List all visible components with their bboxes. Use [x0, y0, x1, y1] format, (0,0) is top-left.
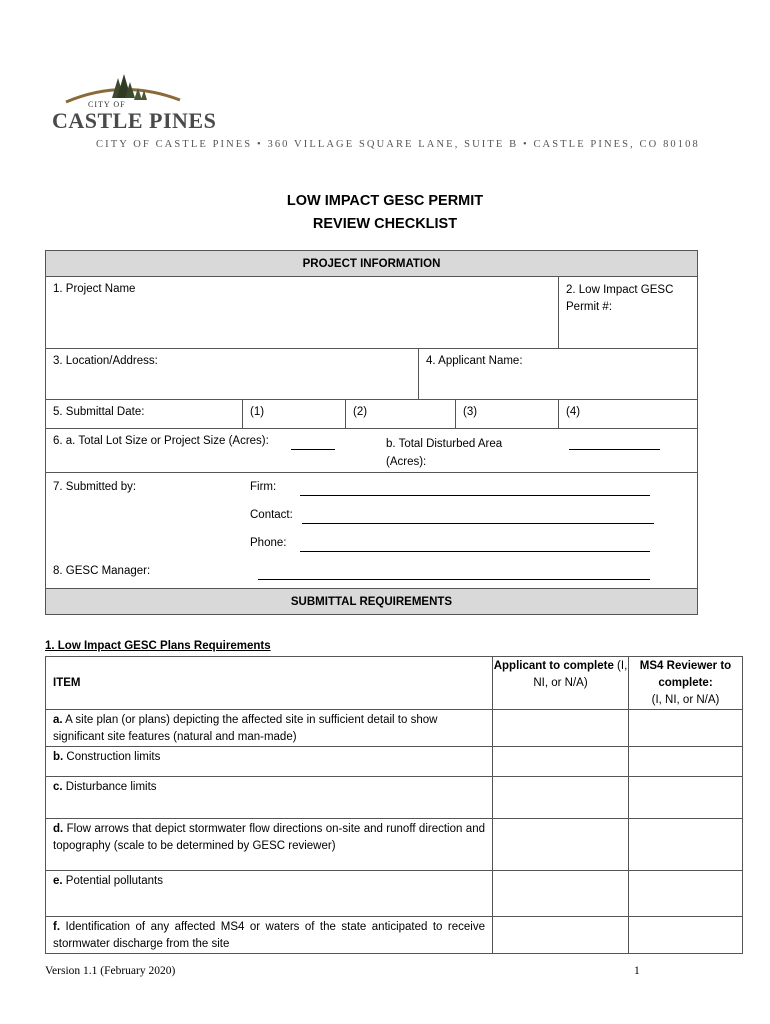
lot-size-label: 6. a. Total Lot Size or Project Size (Acres): — [53, 435, 269, 447]
project-info-header: PROJECT INFORMATION — [46, 251, 698, 277]
row-a-reviewer-cell[interactable] — [629, 710, 743, 747]
submitted-by-label: 7. Submitted by: — [53, 481, 137, 493]
col-applicant-rest: (I, NI, or N/A) — [533, 660, 628, 689]
page-title-line2: REVIEW CHECKLIST — [312, 216, 458, 232]
row-e-letter: e. — [53, 875, 63, 887]
location-label: 3. Location/Address: — [53, 355, 158, 367]
row-c-letter: c. — [53, 781, 63, 793]
table-row-item-b — [46, 747, 493, 777]
col-applicant-bold: Applicant to complete — [493, 660, 614, 672]
location-field[interactable] — [46, 349, 419, 400]
row-e-reviewer-cell[interactable] — [629, 871, 743, 917]
contact-input[interactable] — [302, 511, 654, 524]
col-reviewer-rest: (I, NI, or N/A) — [651, 694, 720, 706]
contacts-block — [46, 473, 698, 589]
row-f-text: Identification of any affected MS4 or waters of the state anticipated to receive stormwater discharge from the site — [53, 921, 485, 950]
disturbed-area-input[interactable] — [569, 437, 660, 450]
project-info-table — [45, 250, 698, 615]
requirements-table — [45, 656, 743, 954]
contact-label: Contact: — [250, 509, 293, 521]
col-reviewer-header — [629, 657, 743, 710]
address-line: CITY OF CASTLE PINES • 360 VILLAGE SQUARE LANE, SUITE B • CASTLE PINES, CO 80108 — [96, 139, 700, 150]
applicant-name-label: 4. Applicant Name: — [426, 355, 523, 367]
page-number: 1 — [634, 965, 640, 977]
project-name-label: 1. Project Name — [53, 283, 136, 295]
phone-label: Phone: — [250, 537, 287, 549]
row-b-applicant-cell[interactable] — [493, 747, 629, 777]
col-reviewer-bold: MS4 Reviewer to complete: — [639, 660, 732, 689]
row-d-letter: d. — [53, 823, 64, 835]
page-title-line1: LOW IMPACT GESC PERMIT — [286, 193, 484, 209]
row-f-letter: f. — [53, 921, 61, 933]
submittal-requirements-header: SUBMITTAL REQUIREMENTS — [46, 589, 698, 615]
row-c-text: Disturbance limits — [62, 781, 157, 793]
row-c-reviewer-cell[interactable] — [629, 777, 743, 819]
project-name-field[interactable] — [46, 277, 559, 349]
logo-small-text: CITY OF — [88, 100, 126, 109]
firm-label: Firm: — [250, 481, 277, 493]
row-b-letter: b. — [53, 751, 64, 763]
col-item-header: ITEM — [46, 657, 493, 710]
submittal-date-label: 5. Submittal Date: — [46, 400, 243, 429]
table-row-item-c — [46, 777, 493, 819]
table-row-item-a — [46, 710, 493, 747]
logo-name: CASTLE PINES — [52, 108, 217, 133]
section-1-heading: 1. Low Impact GESC Plans Requirements — [45, 640, 271, 652]
row-e-text: Potential pollutants — [62, 875, 163, 887]
disturbed-area-label: b. Total Disturbed Area (Acres): — [386, 438, 503, 468]
table-row-item-e — [46, 871, 493, 917]
row-a-letter: a. — [53, 714, 63, 726]
submittal-1-field[interactable]: (1) — [243, 400, 346, 429]
row-e-applicant-cell[interactable] — [493, 871, 629, 917]
table-row-item-f — [46, 917, 493, 954]
row-d-applicant-cell[interactable] — [493, 819, 629, 871]
submittal-4-field[interactable]: (4) — [559, 400, 698, 429]
phone-input[interactable] — [300, 539, 650, 552]
row-b-reviewer-cell[interactable] — [629, 747, 743, 777]
version-footer: Version 1.1 (February 2020) — [45, 965, 176, 977]
table-row-item-d — [46, 819, 493, 871]
row-f-applicant-cell[interactable] — [493, 917, 629, 954]
submittal-2-field[interactable]: (2) — [346, 400, 456, 429]
col-applicant-header — [493, 657, 629, 710]
submittal-3-field[interactable]: (3) — [456, 400, 559, 429]
row-f-reviewer-cell[interactable] — [629, 917, 743, 954]
permit-number-label: 2. Low Impact GESC Permit #: — [566, 284, 674, 313]
row-a-applicant-cell[interactable] — [493, 710, 629, 747]
row-d-reviewer-cell[interactable] — [629, 819, 743, 871]
row-b-text: Construction limits — [63, 751, 161, 763]
row-c-applicant-cell[interactable] — [493, 777, 629, 819]
row-d-text: Flow arrows that depict stormwater flow directions on-site and runoff direction and topography (scale to be determined by GESC reviewer) — [53, 823, 485, 852]
gesc-manager-input[interactable] — [258, 567, 650, 580]
size-row — [46, 429, 698, 473]
applicant-name-field[interactable] — [419, 349, 698, 400]
gesc-manager-label: 8. GESC Manager: — [53, 565, 151, 577]
row-a-text: A site plan (or plans) depicting the affected site in sufficient detail to show significant site features (natural and man-made) — [53, 714, 438, 743]
lot-size-input[interactable] — [291, 437, 335, 450]
firm-input[interactable] — [300, 483, 650, 496]
permit-number-field[interactable] — [559, 277, 698, 349]
